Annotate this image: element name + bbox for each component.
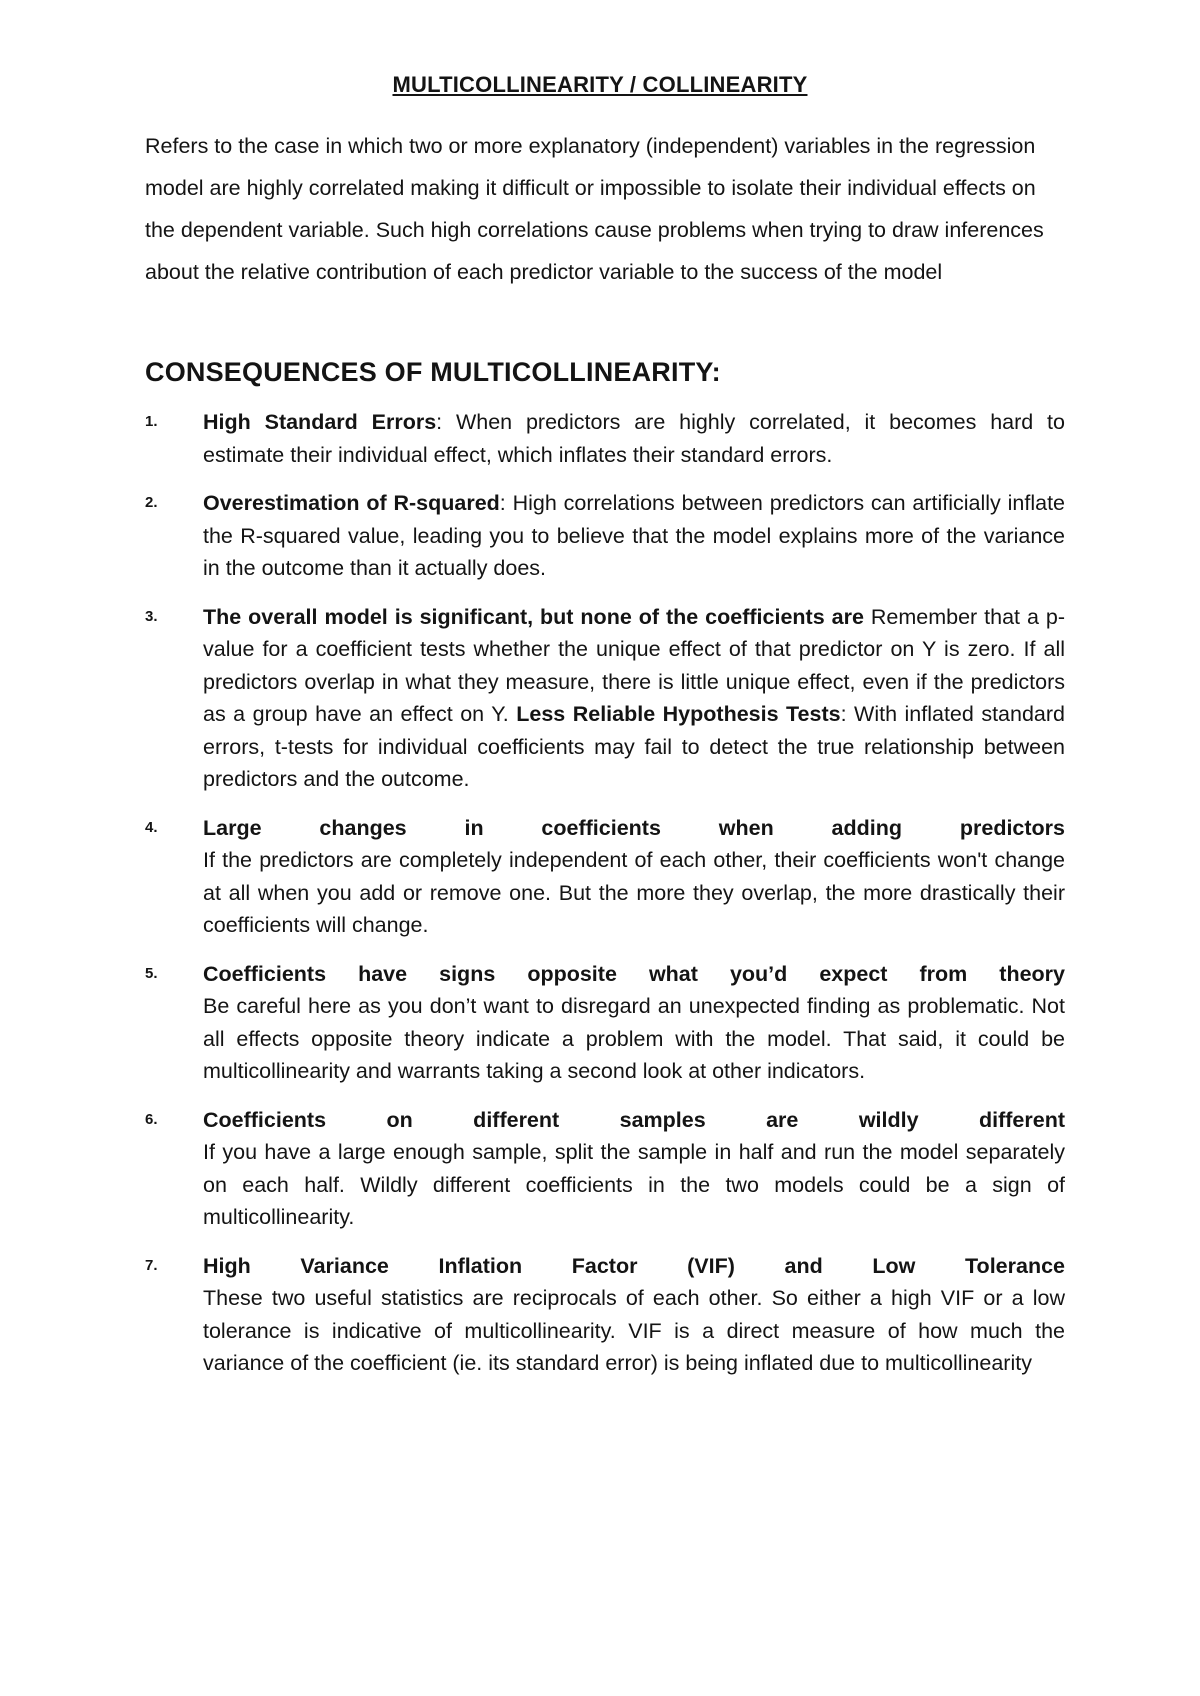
list-number: 6. bbox=[145, 1110, 158, 1128]
list-number: 1. bbox=[145, 413, 158, 430]
item-text-continued: : With inflated standard errors, t-tests for individual coefficients may fail to detect the true relationship between predictors and the outcome. bbox=[203, 702, 1065, 791]
list-item bbox=[145, 812, 1065, 942]
item-heading: High Variance Inflation Factor (VIF) and Low Tolerance bbox=[203, 1253, 1065, 1278]
list-item bbox=[145, 1250, 1065, 1380]
list-item bbox=[145, 1104, 1065, 1234]
item-text: Remember that a p-value for a coefficient tests whether the unique effect of that predictor on Y is zero. If all predictors overlap in what they measure, there is little unique effect, even if the predictors as a group have an effect on Y. bbox=[203, 604, 1065, 726]
item-subheading: Less Reliable Hypothesis Tests bbox=[516, 702, 841, 726]
item-text: These two useful statistics are reciprocals of each other. So either a high VIF or a low tolerance is indicative of multicollinearity. VIF is a direct measure of how much the variance of the coefficient (ie. its standard error) is being inflated due to multicollinearity bbox=[203, 1286, 1065, 1375]
item-text: Be careful here as you don’t want to disregard an unexpected finding as problematic. Not all effects opposite theory indicate a problem with the model. That said, it could be multicollinearity and warrants taking a second look at other indicators. bbox=[203, 994, 1065, 1083]
item-text: If you have a large enough sample, split the sample in half and run the model separately on each half. Wildly different coefficients in the two models could be a sign of multicollinearity. bbox=[203, 1140, 1065, 1229]
list-number: 7. bbox=[145, 1256, 158, 1274]
item-heading: Overestimation of R-squared bbox=[203, 491, 500, 515]
item-heading: High Standard Errors bbox=[203, 410, 437, 434]
item-text: : High correlations between predictors can artificially inflate the R-squared value, leading you to believe that the model explains more of the variance in the outcome than it actually does. bbox=[203, 491, 1066, 580]
list-item bbox=[145, 958, 1065, 1088]
item-text: If the predictors are completely independent of each other, their coefficients won't change at all when you add or remove one. But the more they overlap, the more drastically their coefficients will change. bbox=[203, 848, 1065, 937]
item-heading: Large changes in coefficients when adding predictors bbox=[203, 815, 1065, 840]
list-item bbox=[145, 487, 1065, 585]
list-number: 2. bbox=[145, 494, 158, 511]
list-item bbox=[145, 601, 1065, 796]
list-item bbox=[145, 406, 1065, 471]
item-heading: Coefficients on different samples are wildly different bbox=[203, 1107, 1065, 1132]
consequences-list bbox=[145, 406, 1065, 1396]
item-text: : When predictors are highly correlated, it becomes hard to estimate their individual effect, which inflates their standard errors. bbox=[203, 410, 1065, 467]
list-number: 3. bbox=[145, 607, 158, 625]
page-title: MULTICOLLINEARITY / COLLINEARITY bbox=[392, 72, 808, 97]
list-number: 5. bbox=[145, 964, 158, 982]
list-number: 4. bbox=[145, 818, 158, 836]
item-heading: The overall model is significant, but none of the coefficients are bbox=[203, 604, 864, 629]
intro-paragraph: Refers to the case in which two or more explanatory (independent) variables in the regression model are highly correlated making it difficult or impossible to isolate their individual effects on the dependent variable. Such high correlations cause problems when trying to draw inferences about the relative contribution of each predictor variable to the success of the model bbox=[145, 134, 1044, 284]
section-heading: CONSEQUENCES OF MULTICOLLINEARITY: bbox=[145, 357, 721, 387]
item-heading: Coefficients have signs opposite what you’d expect from theory bbox=[203, 961, 1065, 986]
